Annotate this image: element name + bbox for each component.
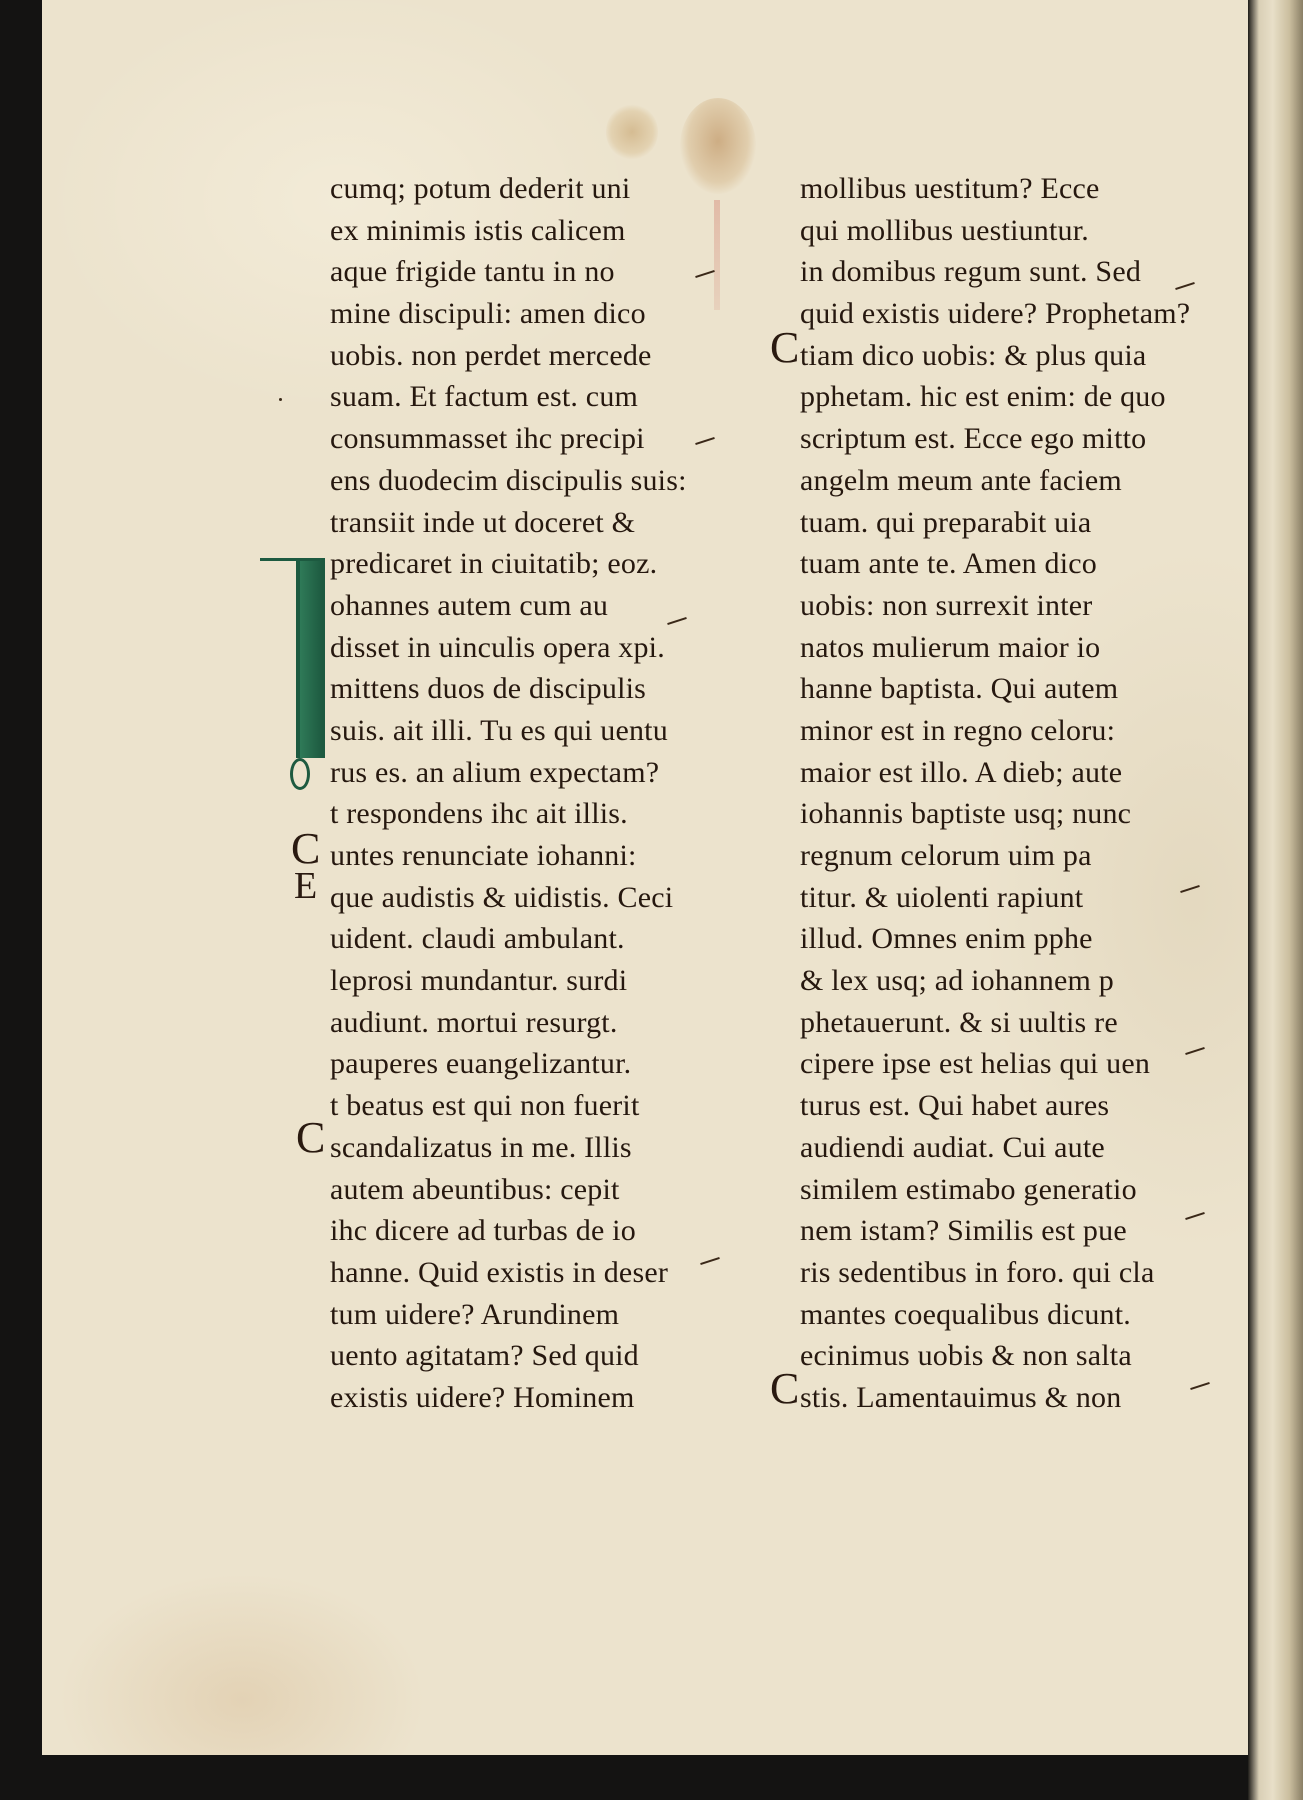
text-line: untes renunciate iohanni:	[330, 839, 637, 872]
text-line: nem istam? Similis est pue	[800, 1214, 1127, 1248]
text-line: tiam dico uobis: & plus quia	[800, 338, 1147, 372]
text-line: t respondens ihc ait illis.	[330, 797, 628, 831]
text-line: predicaret in ciuitatib; eoz.	[330, 547, 658, 581]
text-line: audiunt. mortui resurgt.	[330, 1005, 618, 1039]
text-line: autem abeuntibus: cepit	[330, 1172, 620, 1206]
text-line: suis. ait illi. Tu es qui uentu	[330, 713, 668, 747]
text-line: pphetam. hic est enim: de quo	[800, 380, 1166, 414]
paragraph-marker: E	[294, 865, 318, 907]
water-stain	[680, 98, 756, 194]
text-column-left	[330, 168, 687, 1419]
paragraph-marker: C	[770, 323, 800, 372]
text-line: & lex usq; ad iohannem p	[800, 964, 1114, 998]
text-line: qui mollibus uestiuntur.	[800, 213, 1089, 247]
text-line: uident. claudi ambulant.	[330, 922, 625, 956]
text-line: disset in uinculis opera xpi.	[330, 630, 665, 664]
text-line: ex minimis istis calicem	[330, 213, 626, 247]
text-line: phetauerunt. & si uultis re	[800, 1005, 1118, 1039]
text-line: ecinimus uobis & non salta	[800, 1339, 1132, 1373]
text-line: que audistis & uidistis. Ceci	[330, 880, 674, 914]
text-line: aque frigide tantu in no	[330, 255, 615, 289]
text-column-right	[800, 168, 1190, 1419]
text-line: mittens duos de discipulis	[330, 672, 647, 706]
text-line: existis uidere? Hominem	[330, 1380, 635, 1414]
text-line: in domibus regum sunt. Sed	[800, 255, 1142, 289]
text-line: consummasset ihc precipi	[330, 422, 645, 456]
text-line: illud. Omnes enim pphe	[800, 922, 1093, 956]
text-line: suam. Et factum est. cum	[330, 380, 639, 414]
text-line: pauperes euangelizantur.	[330, 1047, 632, 1081]
decorated-initial-i	[296, 558, 325, 758]
text-line: ens duodecim discipulis suis:	[330, 463, 687, 497]
text-line: stis. Lamentauimus & non	[800, 1380, 1122, 1414]
text-line: tum uidere? Arundinem	[330, 1297, 620, 1331]
text-line: uobis. non perdet mercede	[330, 338, 652, 372]
text-line: leprosi mundantur. surdi	[330, 964, 628, 998]
paragraph-marker: C	[291, 824, 321, 873]
text-line: titur. & uiolenti rapiunt	[800, 880, 1084, 914]
facing-page-edge	[1248, 0, 1303, 1800]
text-line: regnum celorum uim pa	[800, 839, 1092, 872]
text-line: hanne baptista. Qui autem	[800, 672, 1119, 706]
text-line: mollibus uestitum? Ecce	[800, 172, 1100, 205]
text-line: mantes coequalibus dicunt.	[800, 1297, 1131, 1331]
text-line: turus est. Qui habet aures	[800, 1089, 1110, 1123]
text-line: ris sedentibus in foro. qui cla	[800, 1255, 1155, 1289]
text-line: iohannis baptiste usq; nunc	[800, 797, 1132, 831]
text-line: scandalizatus in me. Illis	[330, 1130, 632, 1164]
text-line: similem estimabo generatio	[800, 1172, 1137, 1206]
text-line: rus es. an alium expectam?	[330, 755, 660, 789]
text-line: ihc dicere ad turbas de io	[330, 1214, 636, 1248]
text-line: minor est in regno celoru:	[800, 713, 1116, 747]
text-line: natos mulierum maior io	[800, 630, 1101, 664]
text-line: scriptum est. Ecce ego mitto	[800, 422, 1147, 456]
text-line: transiit inde ut doceret &	[330, 505, 636, 539]
text-line: audiendi audiat. Cui aute	[800, 1130, 1105, 1164]
text-line: angelm meum ante faciem	[800, 463, 1122, 497]
text-line: maior est illo. A dieb; aute	[800, 755, 1123, 789]
text-line: cumq; potum dederit uni	[330, 172, 631, 205]
paragraph-marker: C	[770, 1364, 800, 1413]
paragraph-marker: C	[296, 1113, 326, 1162]
text-line: tuam ante te. Amen dico	[800, 547, 1098, 581]
text-line: uento agitatam? Sed quid	[330, 1339, 639, 1373]
text-line: uobis: non surrexit inter	[800, 588, 1093, 622]
text-line: hanne. Quid existis in deser	[330, 1255, 669, 1289]
text-line: cipere ipse est helias qui uen	[800, 1047, 1151, 1081]
rubric-trace	[714, 200, 720, 310]
text-line: mine discipuli: amen dico	[330, 297, 646, 331]
text-line: quid existis uidere? Prophetam?	[800, 297, 1191, 331]
water-stain	[606, 104, 658, 160]
ink-dot	[279, 398, 282, 401]
text-line: ohannes autem cum au	[330, 588, 609, 622]
text-line: tuam. qui preparabit uia	[800, 505, 1092, 539]
text-line: t beatus est qui non fuerit	[330, 1089, 640, 1123]
